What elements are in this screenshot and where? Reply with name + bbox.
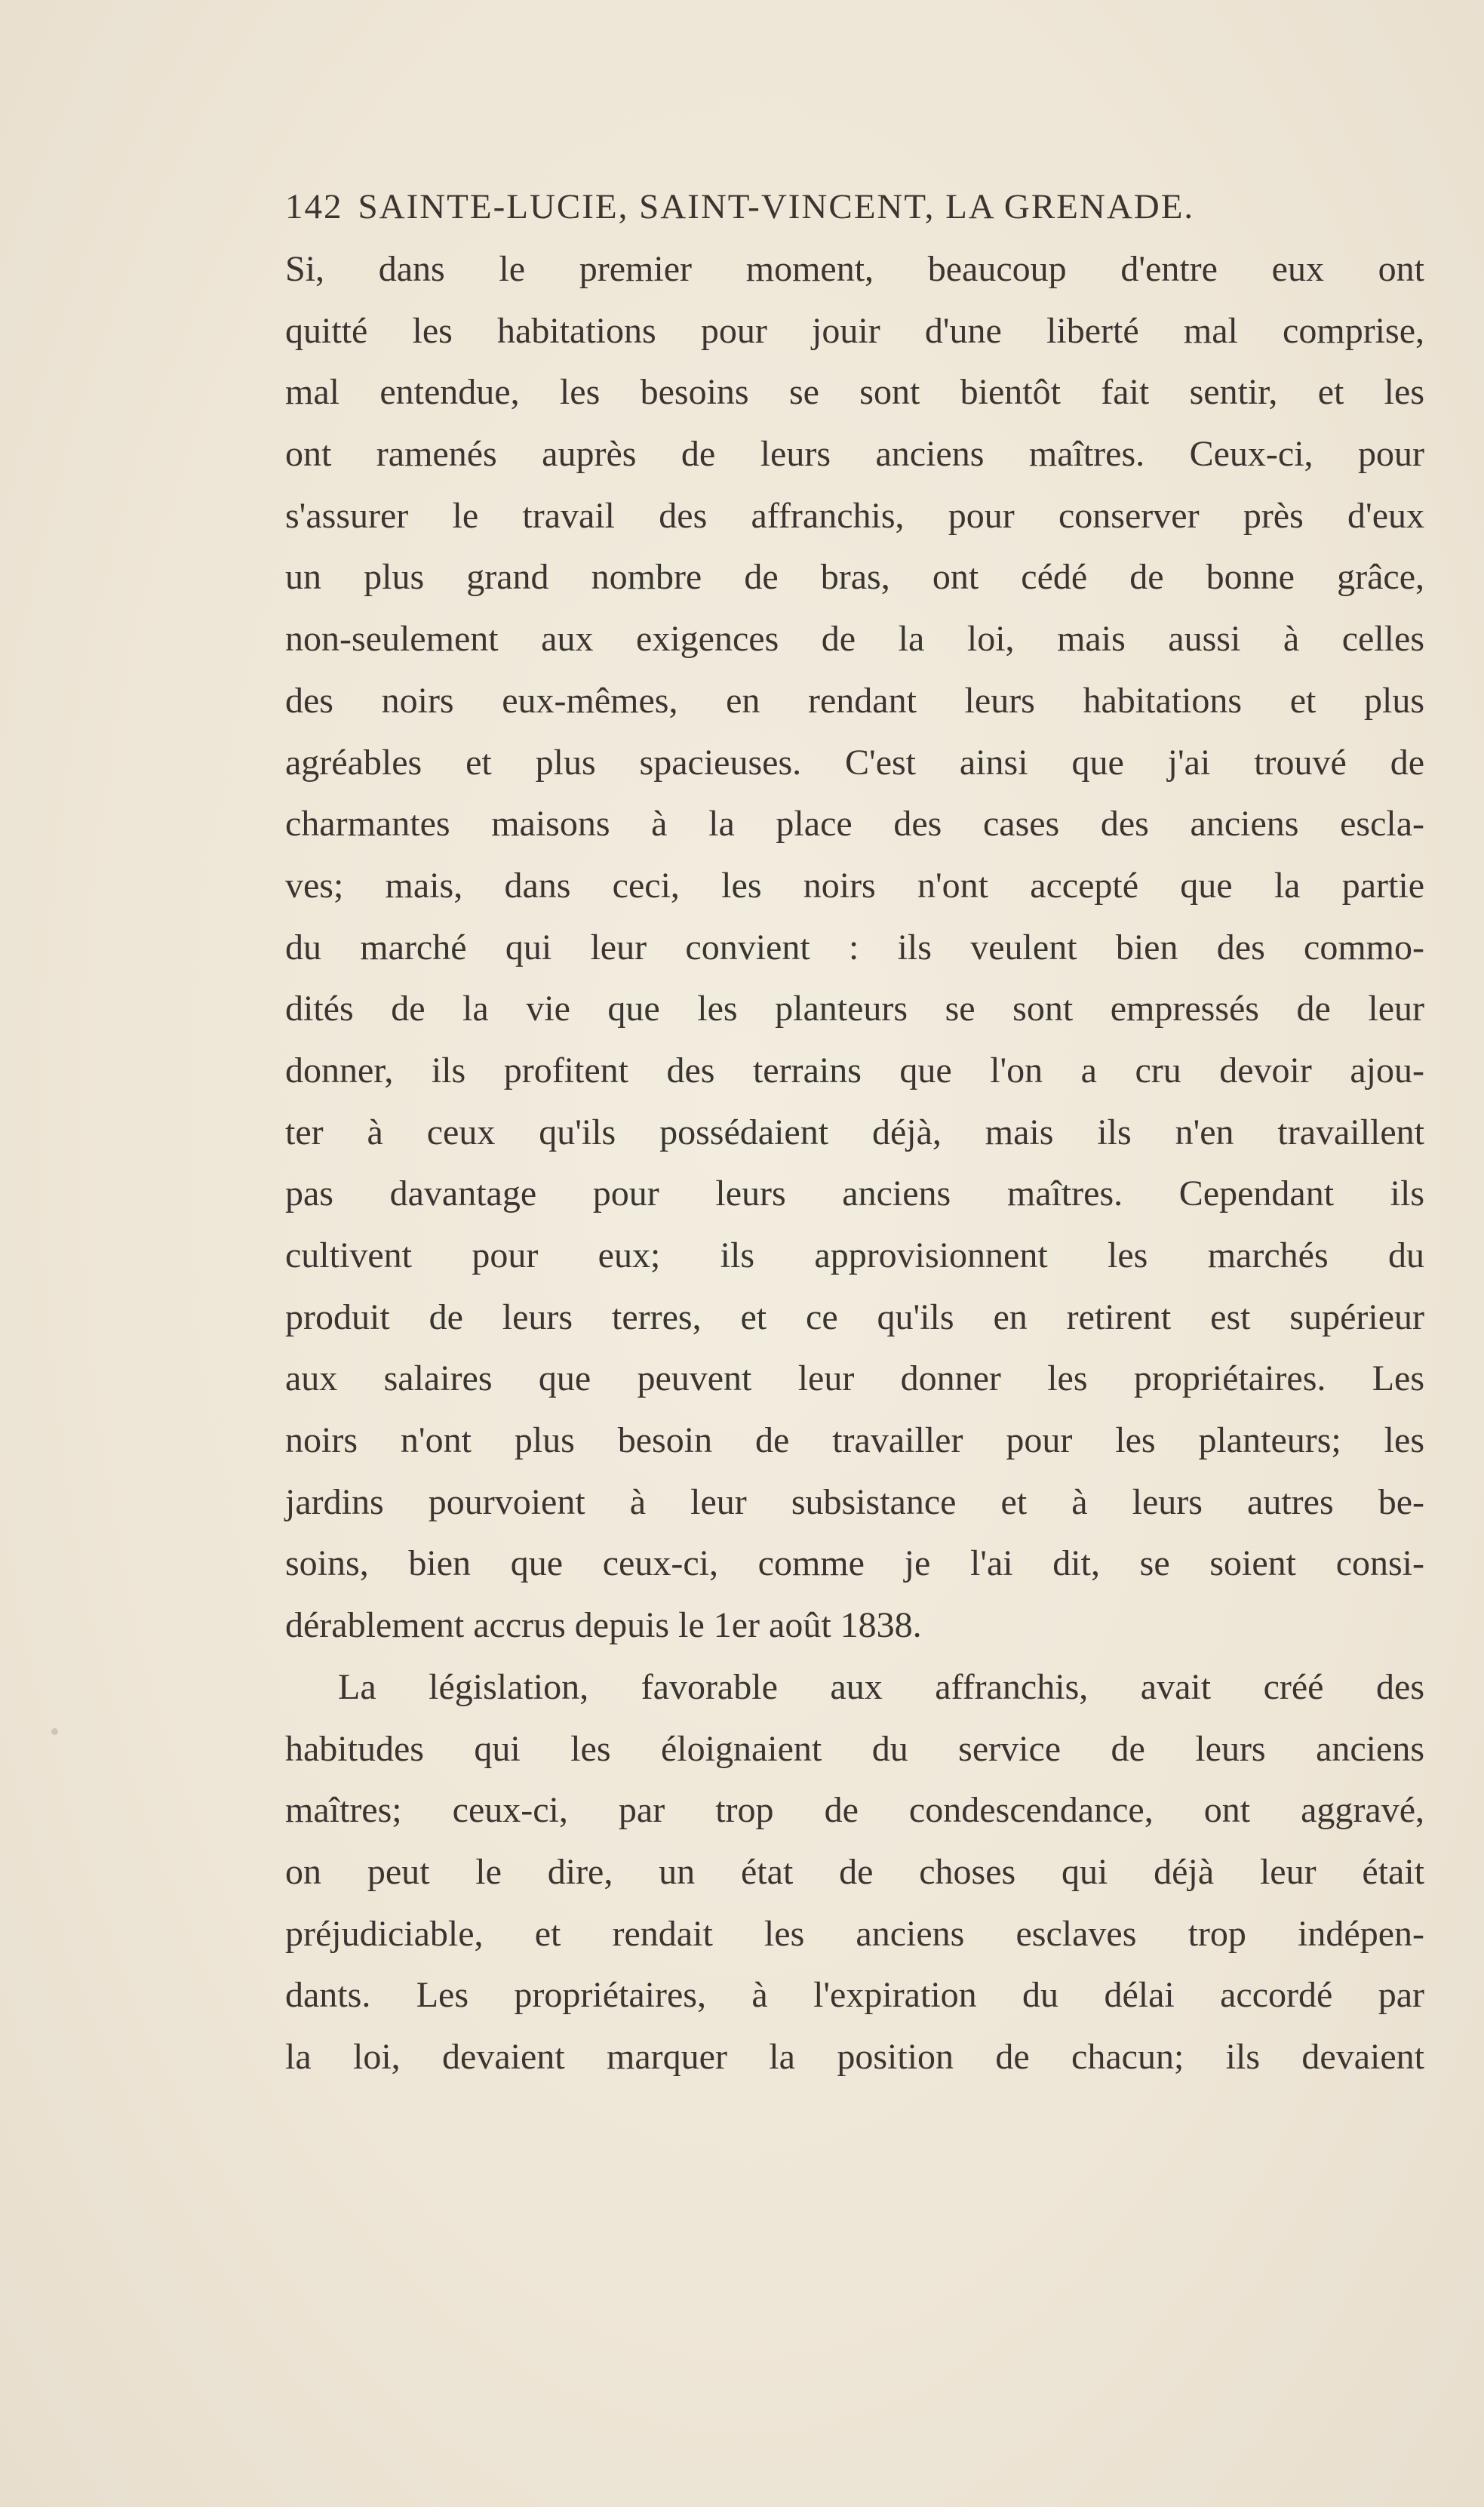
- text-line: du marché qui leur convient : ils veulent bien des commo-: [285, 927, 1424, 967]
- text-line: dants. Les propriétaires, à l'expiration du délai accordé par: [285, 1975, 1424, 2016]
- text-line: agréables et plus spacieuses. C'est ainsi que j'ai trouvé de: [285, 742, 1424, 783]
- text-line: dérablement accrus depuis le 1er août 1838.: [285, 1605, 922, 1646]
- text-line: non-seulement aux exigences de la loi, mais aussi à celles: [285, 619, 1424, 660]
- text-line: aux salaires que peuvent leur donner les propriétaires. Les: [285, 1358, 1424, 1399]
- text-line: ont ramenés auprès de leurs anciens maîtres. Ceux-ci, pour: [285, 434, 1424, 475]
- text-line: dités de la vie que les planteurs se sont empressés de leur: [285, 989, 1424, 1029]
- running-title: SAINTE-LUCIE, SAINT-VINCENT, LA GRENADE.: [358, 187, 1195, 226]
- text-line: habitudes qui les éloignaient du service de leurs anciens: [285, 1728, 1424, 1769]
- text-line: Si, dans le premier moment, beaucoup d'entre eux ont: [285, 249, 1424, 289]
- text-line: quitté les habitations pour jouir d'une liberté mal comprise,: [285, 310, 1424, 351]
- text-line: des noirs eux-mêmes, en rendant leurs habitations et plus: [285, 680, 1424, 721]
- paper-speck: [51, 1728, 58, 1735]
- text-line: noirs n'ont plus besoin de travailler pour les planteurs; les: [285, 1420, 1424, 1461]
- text-line: jardins pourvoient à leur subsistance et à leurs autres be-: [285, 1481, 1424, 1522]
- text-line: produit de leurs terres, et ce qu'ils en retirent est supérieur: [285, 1297, 1424, 1337]
- text-line: soins, bien que ceux-ci, comme je l'ai dit, se soient consi-: [285, 1543, 1424, 1584]
- text-line: s'assurer le travail des affranchis, pour conserver près d'eux: [285, 495, 1424, 536]
- text-line: donner, ils profitent des terrains que l'on a cru devoir ajou-: [285, 1050, 1424, 1090]
- text-line: la loi, devaient marquer la position de chacun; ils devaient: [285, 2036, 1424, 2077]
- paragraph-1: [285, 238, 1424, 1656]
- paragraph-2: [285, 1656, 1424, 2088]
- running-head: [285, 175, 1424, 238]
- text-line: un plus grand nombre de bras, ont cédé de bonne grâce,: [285, 557, 1424, 598]
- text-line: La législation, favorable aux affranchis, avait créé des: [338, 1666, 1424, 1707]
- text-line: on peut le dire, un état de choses qui déjà leur était: [285, 1851, 1424, 1892]
- text-line: cultivent pour eux; ils approvisionnent les marchés du: [285, 1235, 1424, 1275]
- text-line: charmantes maisons à la place des cases des anciens escla-: [285, 804, 1424, 844]
- page-number: 142: [285, 187, 343, 226]
- text-line: ves; mais, dans ceci, les noirs n'ont accepté que la partie: [285, 865, 1424, 906]
- text-line: mal entendue, les besoins se sont bientôt fait sentir, et les: [285, 372, 1424, 413]
- text-line: maîtres; ceux-ci, par trop de condescendance, ont aggravé,: [285, 1790, 1424, 1831]
- text-line: pas davantage pour leurs anciens maîtres. Cependant ils: [285, 1174, 1424, 1214]
- text-line: ter à ceux qu'ils possédaient déjà, mais ils n'en travaillent: [285, 1112, 1424, 1152]
- text-block: [285, 175, 1424, 2088]
- text-line: préjudiciable, et rendait les anciens esclaves trop indépen-: [285, 1913, 1424, 1954]
